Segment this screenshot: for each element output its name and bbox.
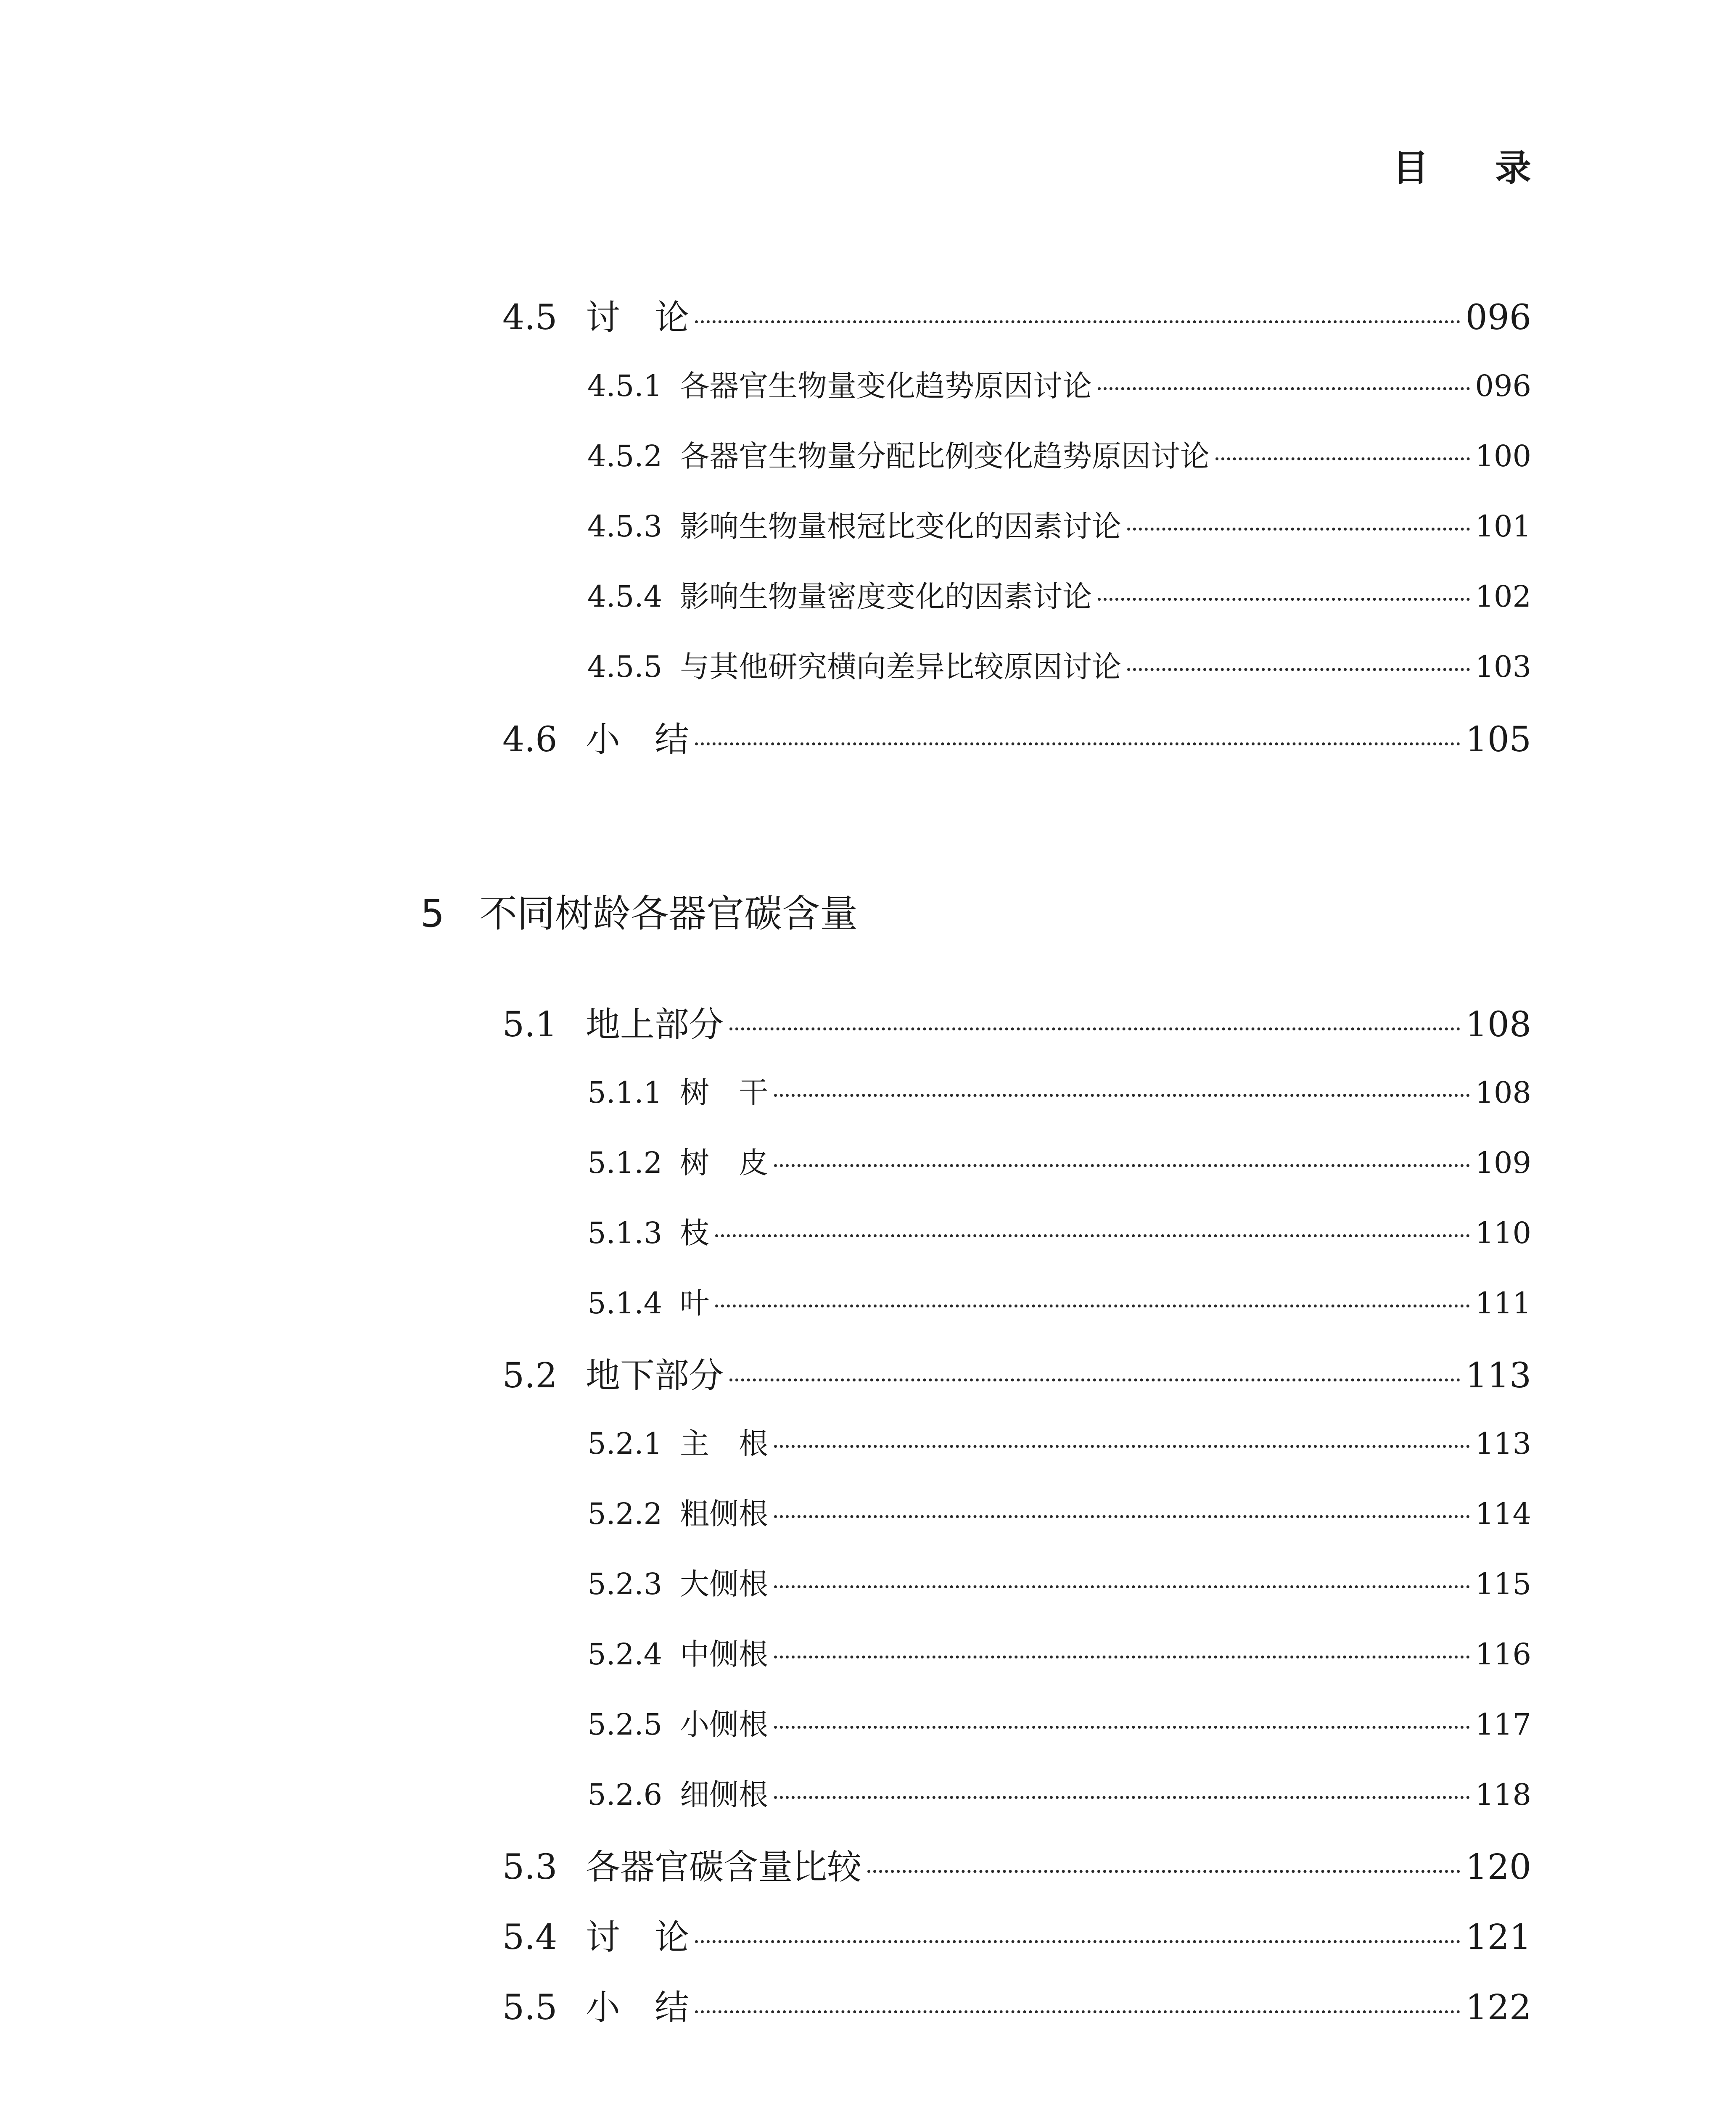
toc-page-number: 096 <box>1465 298 1531 338</box>
toc-number: 5.2.2 <box>587 1497 663 1531</box>
running-head: 目 录 <box>1392 147 1546 189</box>
toc-title: 枝 <box>680 1216 709 1250</box>
toc-entry[interactable] <box>587 1771 1531 1813</box>
toc-title: 细侧根 <box>680 1777 768 1812</box>
toc-entry[interactable] <box>502 1840 1531 1886</box>
chapter-title: 不同树龄各器官碳含量 <box>479 892 858 936</box>
toc-number: 5.3 <box>502 1847 558 1887</box>
dot-leader <box>774 1445 1470 1448</box>
toc-number: 4.6 <box>502 720 558 760</box>
toc-page-number: 101 <box>1475 509 1531 544</box>
toc-entry[interactable] <box>587 643 1531 685</box>
toc-page-number: 120 <box>1465 1847 1531 1887</box>
toc-entry[interactable] <box>587 1209 1531 1252</box>
toc-number: 5.1.3 <box>587 1216 663 1250</box>
dot-leader <box>1127 528 1470 531</box>
toc-entry[interactable] <box>502 997 1531 1043</box>
toc-page-number: 111 <box>1475 1286 1531 1320</box>
toc-entry[interactable] <box>502 1980 1531 2026</box>
toc-number: 5.4 <box>502 1917 558 1957</box>
toc-title: 小 结 <box>586 1988 690 2028</box>
toc-title: 大侧根 <box>680 1567 768 1601</box>
chapter-heading[interactable] <box>420 883 858 937</box>
toc-entry[interactable] <box>587 1490 1531 1532</box>
dot-leader <box>1098 387 1470 390</box>
dot-leader <box>1215 457 1470 460</box>
toc-title: 讨 论 <box>586 1917 690 1957</box>
toc-page-number: 121 <box>1465 1917 1531 1957</box>
toc-title: 树 干 <box>680 1075 768 1110</box>
toc-title: 中侧根 <box>680 1637 768 1672</box>
toc-entry[interactable] <box>587 362 1531 404</box>
toc-number: 4.5.3 <box>587 509 663 544</box>
toc-entry[interactable] <box>587 503 1531 545</box>
dot-leader <box>695 2010 1460 2013</box>
toc-number: 5.1 <box>502 1005 558 1045</box>
toc-number: 5.1.4 <box>587 1286 663 1320</box>
toc-number: 4.5.2 <box>587 439 663 473</box>
toc-entry[interactable] <box>587 1631 1531 1673</box>
toc-number: 4.5.1 <box>587 369 663 403</box>
toc-title: 各器官碳含量比较 <box>586 1847 862 1887</box>
toc-page-number: 114 <box>1475 1497 1531 1531</box>
toc-title: 讨 论 <box>586 298 690 338</box>
toc-number: 5.2.1 <box>587 1426 663 1461</box>
dot-leader <box>774 1094 1470 1097</box>
toc-entry[interactable] <box>587 1561 1531 1603</box>
toc-title: 地下部分 <box>586 1356 724 1396</box>
toc-entry[interactable] <box>587 1069 1531 1111</box>
toc-title: 主 根 <box>680 1426 768 1461</box>
toc-page-number: 115 <box>1475 1567 1531 1601</box>
toc-number: 4.5.5 <box>587 650 663 684</box>
toc-entry[interactable] <box>587 1139 1531 1181</box>
toc-page-number: 102 <box>1475 579 1531 614</box>
toc-title: 树 皮 <box>680 1146 768 1180</box>
dot-leader <box>774 1164 1470 1167</box>
chapter-number: 5 <box>420 892 445 936</box>
toc-number: 5.2.3 <box>587 1567 663 1601</box>
toc-number: 5.2.5 <box>587 1707 663 1742</box>
toc-page-number: 108 <box>1465 1005 1531 1045</box>
toc-page-number: 103 <box>1475 650 1531 684</box>
dot-leader <box>774 1585 1470 1588</box>
toc-page-number: 113 <box>1465 1356 1531 1396</box>
toc-page-number: 100 <box>1475 439 1531 473</box>
dot-leader <box>774 1726 1470 1729</box>
dot-leader <box>1098 598 1470 601</box>
toc-entry[interactable] <box>502 1910 1531 1956</box>
toc-entry[interactable] <box>587 1701 1531 1743</box>
toc-title: 各器官生物量分配比例变化趋势原因讨论 <box>680 439 1210 473</box>
dot-leader <box>729 1378 1460 1381</box>
dot-leader <box>715 1234 1470 1237</box>
toc-entry[interactable] <box>587 573 1531 615</box>
toc-number: 5.2 <box>502 1356 558 1396</box>
toc-page-number: 116 <box>1475 1637 1531 1672</box>
dot-leader <box>695 320 1460 323</box>
toc-page-number: 110 <box>1475 1216 1531 1250</box>
dot-leader <box>729 1027 1460 1030</box>
toc-title: 影响生物量根冠比变化的因素讨论 <box>680 509 1121 544</box>
toc-page-number: 105 <box>1465 720 1531 760</box>
dot-leader <box>1127 668 1470 671</box>
dot-leader <box>774 1796 1470 1799</box>
toc-page-number: 096 <box>1475 369 1531 403</box>
toc-number: 5.1.1 <box>587 1075 663 1110</box>
toc-entry[interactable] <box>502 290 1531 336</box>
toc-title: 小侧根 <box>680 1707 768 1742</box>
toc-number: 5.1.2 <box>587 1146 663 1180</box>
dot-leader <box>774 1515 1470 1518</box>
toc-title: 叶 <box>680 1286 709 1320</box>
toc-entry[interactable] <box>502 1348 1531 1394</box>
toc-page-number: 117 <box>1475 1707 1531 1742</box>
toc-number: 4.5 <box>502 298 558 338</box>
toc-page-number: 122 <box>1465 1988 1531 2028</box>
toc-title: 与其他研究横向差异比较原因讨论 <box>680 650 1121 684</box>
dot-leader <box>715 1305 1470 1307</box>
toc-page-number: 113 <box>1475 1426 1531 1461</box>
dot-leader <box>695 742 1460 745</box>
toc-page-number: 108 <box>1475 1075 1531 1110</box>
toc-title: 地上部分 <box>586 1005 724 1045</box>
toc-number: 5.2.4 <box>587 1637 663 1672</box>
toc-number: 5.5 <box>502 1988 558 2028</box>
toc-number: 4.5.4 <box>587 579 663 614</box>
dot-leader <box>867 1870 1460 1873</box>
dot-leader <box>695 1940 1460 1943</box>
toc-page-number: 109 <box>1475 1146 1531 1180</box>
toc-title: 各器官生物量变化趋势原因讨论 <box>680 369 1092 403</box>
toc-entry[interactable] <box>587 433 1531 475</box>
toc-page-number: 118 <box>1475 1777 1531 1812</box>
toc-title: 粗侧根 <box>680 1497 768 1531</box>
toc-title: 小 结 <box>586 720 690 760</box>
toc-entry[interactable] <box>587 1280 1531 1322</box>
toc-title: 影响生物量密度变化的因素讨论 <box>680 579 1092 614</box>
toc-entry[interactable] <box>502 712 1531 758</box>
toc-entry[interactable] <box>587 1420 1531 1462</box>
toc-number: 5.2.6 <box>587 1777 663 1812</box>
dot-leader <box>774 1656 1470 1658</box>
